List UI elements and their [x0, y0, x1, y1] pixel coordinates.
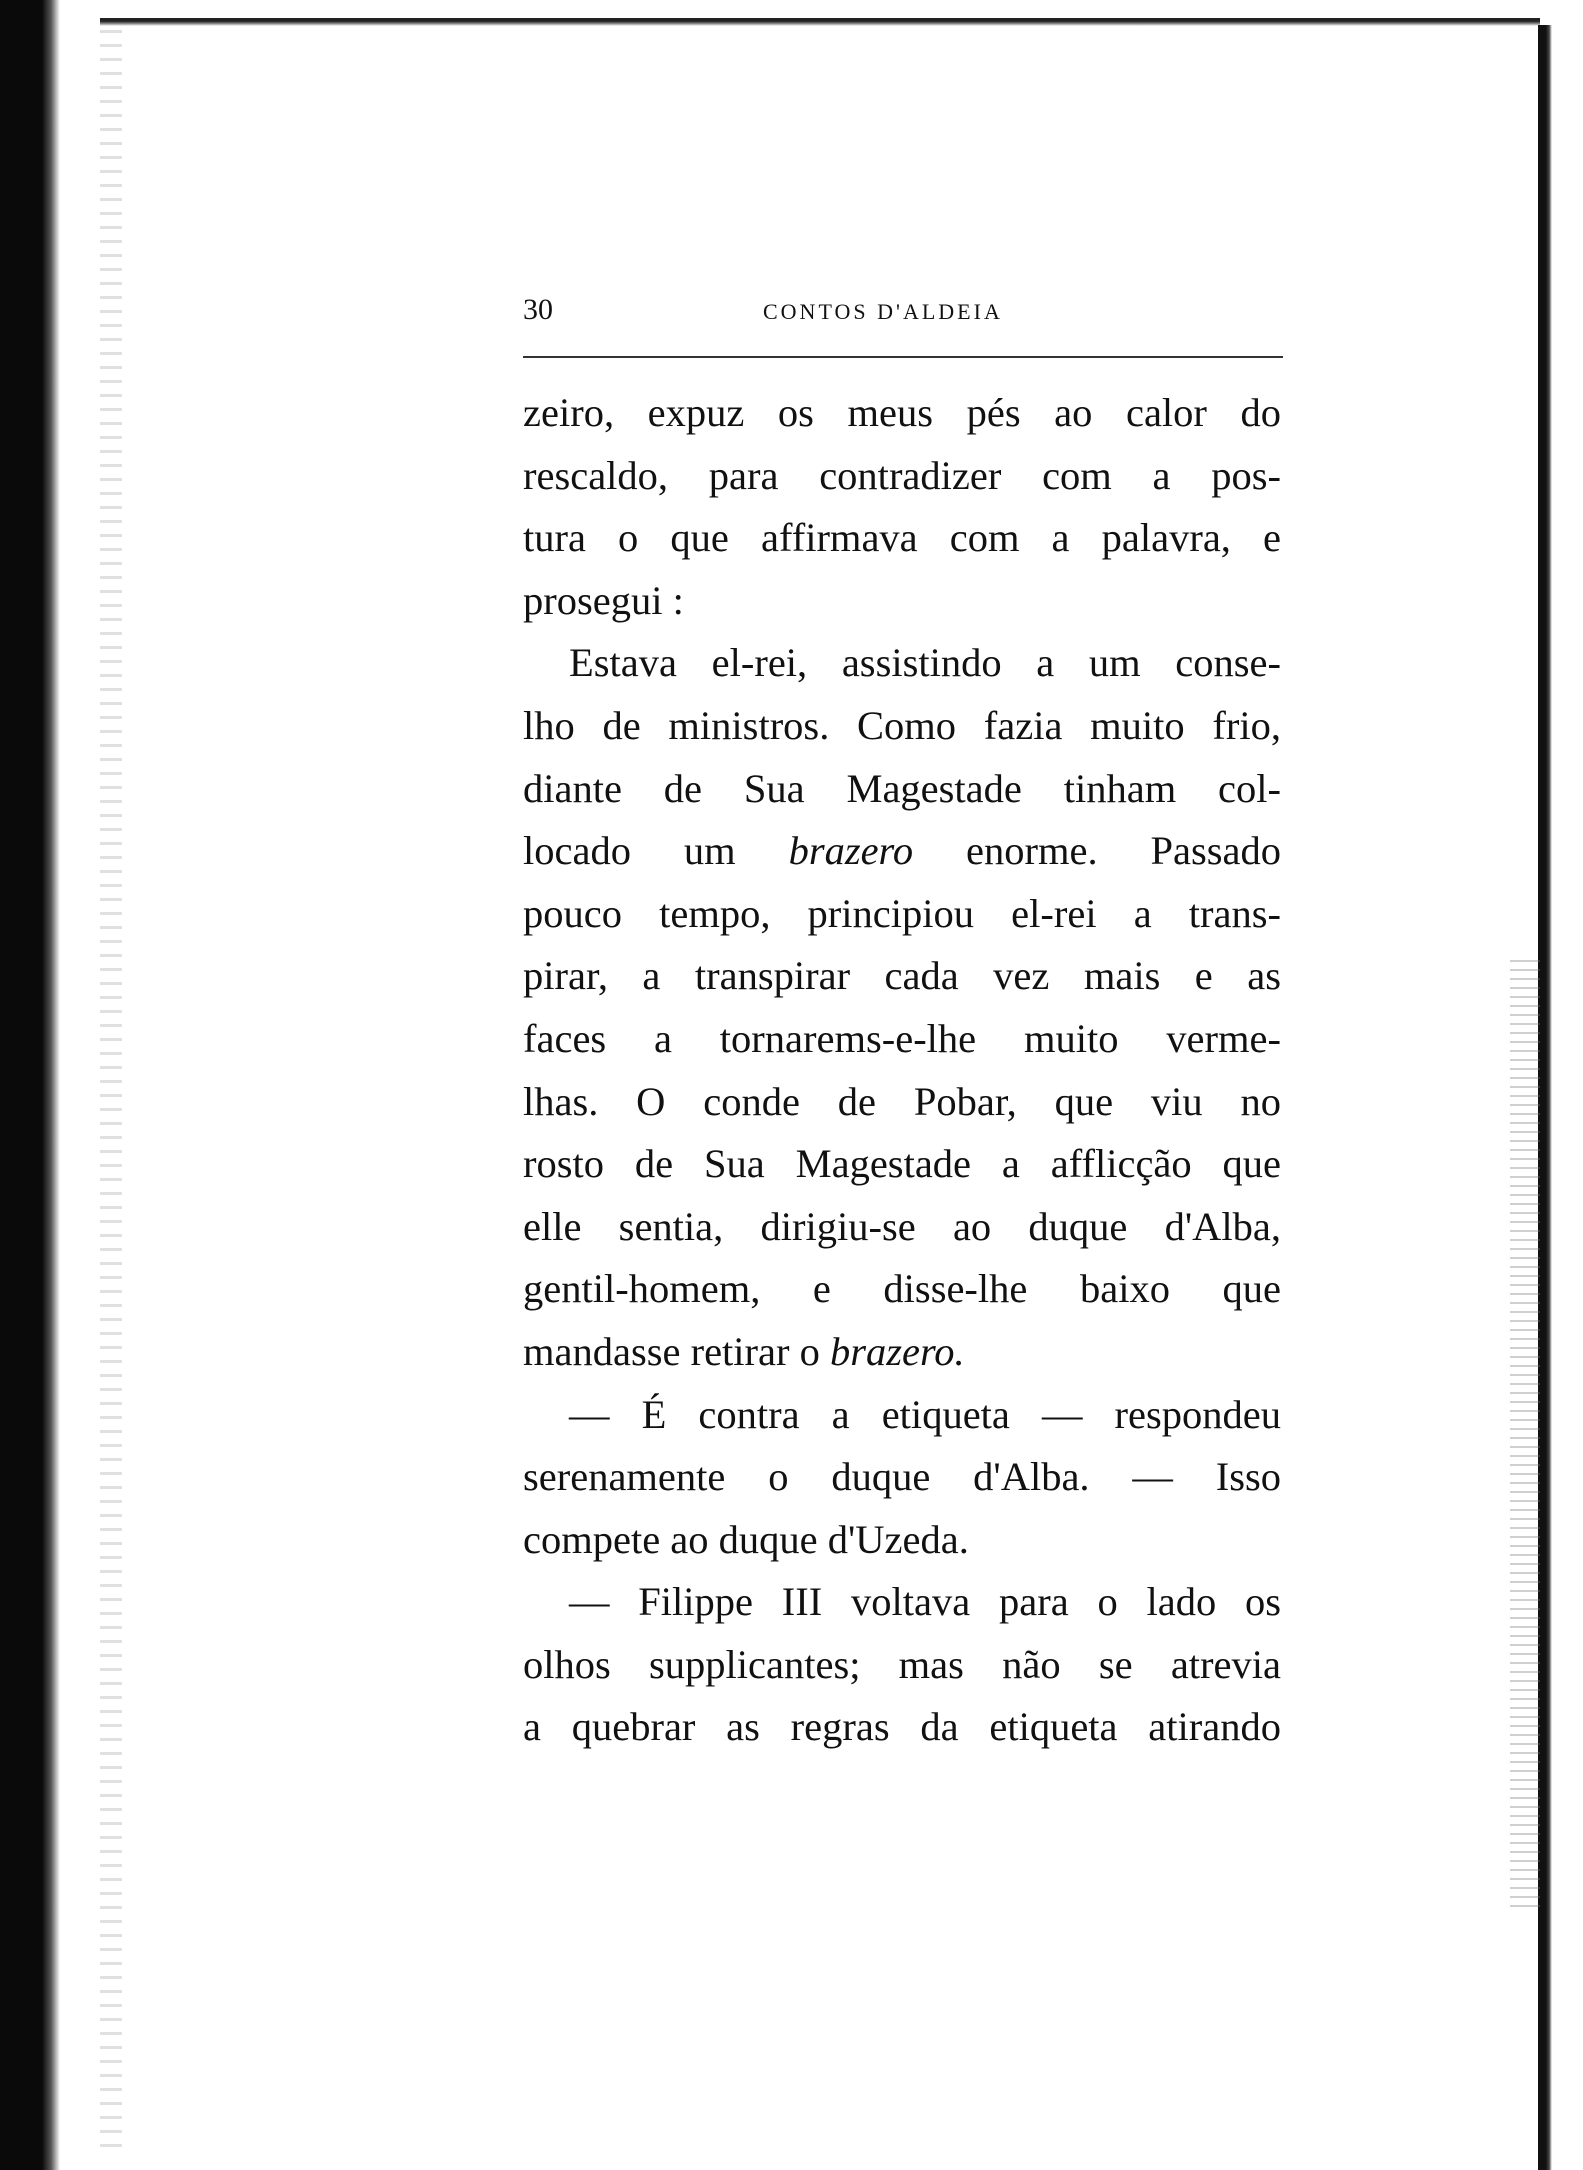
- scan-binding-shadow: [0, 0, 60, 2170]
- text-line: a quebrar as regras da etiqueta atirando: [523, 1704, 1281, 1750]
- scan-edge-noise: [1510, 960, 1540, 1910]
- italic-word: brazero.: [830, 1328, 965, 1374]
- text-segment: mandasse retirar o: [523, 1328, 820, 1374]
- header-rule: [523, 356, 1283, 358]
- scan-bleedthrough: [100, 30, 122, 2150]
- text-line: pouco tempo, principiou el-rei a trans-: [523, 890, 1281, 936]
- text-segment: locado um: [523, 828, 736, 874]
- text-line: olhos supplicantes; mas não se atrevia: [523, 1641, 1281, 1687]
- body-text: [523, 382, 1281, 1759]
- dialogue-line: — Filippe III voltava para o lado os: [569, 1579, 1281, 1625]
- text-line: gentil-homem, e disse-lhe baixo que: [523, 1266, 1281, 1312]
- dialogue-line: — É contra a etiqueta — respondeu: [569, 1391, 1281, 1437]
- text-line: pirar, a transpirar cada vez mais e as: [523, 953, 1281, 999]
- text-line: lhas. O conde de Pobar, que viu no: [523, 1078, 1281, 1124]
- running-head: [523, 293, 1283, 333]
- text-line: elle sentia, dirigiu-se ao duque d'Alba,: [523, 1203, 1281, 1249]
- text-line: rescaldo, para contradizer com a pos-: [523, 452, 1281, 498]
- text-segment: enorme. Passado: [966, 828, 1281, 874]
- text-line: faces a tornarems-e-lhe muito verme-: [523, 1015, 1281, 1061]
- text-line: lho de ministros. Como fazia muito frio,: [523, 702, 1281, 748]
- text-line: zeiro, expuz os meus pés ao calor do: [523, 390, 1281, 435]
- paragraph-start-line: Estava el-rei, assistindo a um conse-: [569, 640, 1281, 686]
- scan-page-edge: [1538, 25, 1552, 2170]
- scan-top-edge: [100, 18, 1540, 26]
- page-number: 30: [523, 293, 553, 326]
- text-line-with-italic: [523, 1321, 1281, 1384]
- text-line-with-italic: [523, 820, 1281, 883]
- text-line: tura o que affirmava com a palavra, e: [523, 515, 1281, 561]
- running-title: CONTOS D'ALDEIA: [763, 299, 1003, 324]
- text-line: prosegui :: [523, 577, 684, 623]
- text-line: serenamente o duque d'Alba. — Isso: [523, 1454, 1281, 1500]
- italic-word: brazero: [788, 828, 914, 874]
- text-line: rosto de Sua Magestade a afflicção que: [523, 1141, 1281, 1187]
- text-line: compete ao duque d'Uzeda.: [523, 1516, 969, 1562]
- text-line: diante de Sua Magestade tinham col-: [523, 765, 1281, 811]
